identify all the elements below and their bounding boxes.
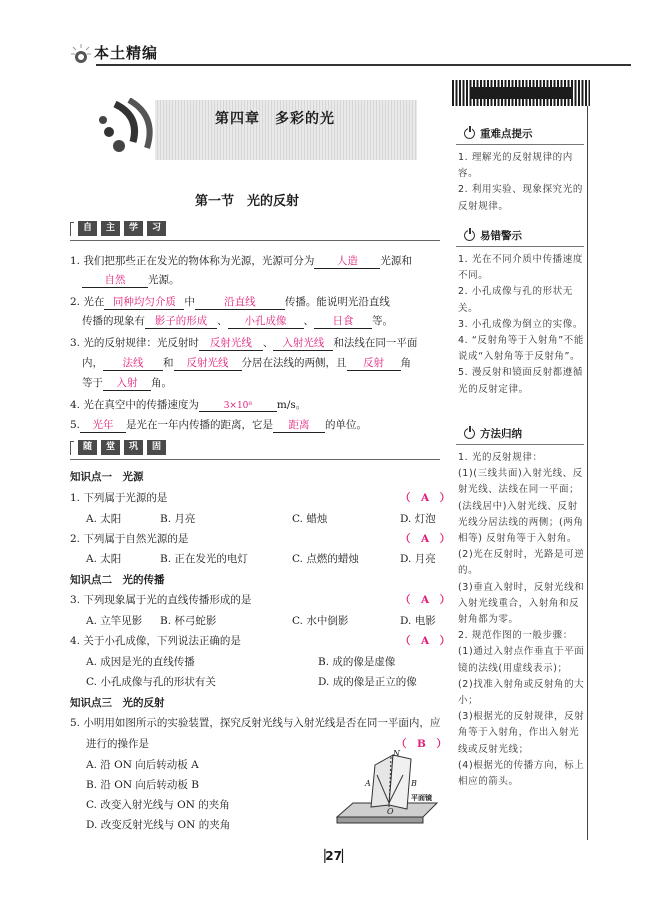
sidebar-header [452, 80, 590, 106]
methods-title: 方法归纳 [464, 426, 522, 441]
fill-q1-line1: 1. 我们把那些正在发光的物体称为光源，光源可分为 人造 光源和 [70, 255, 412, 267]
answer: 入射光线 [273, 335, 333, 351]
fill-q2-line1: 2. 光在 同种均匀介质 中 沿直线 传播。能说明光沿直线 [70, 296, 390, 308]
chapter-banner [95, 100, 417, 160]
answer: 影子的形成 [145, 313, 217, 329]
option: D. 成的像是正立的像 [318, 676, 417, 688]
option: B. 月亮 [160, 513, 196, 525]
knowledge-title: 知识点三 光的反射 [70, 697, 165, 709]
question-3-stem: 3. 下列现象属于光的直线传播形成的是 [70, 594, 252, 606]
question-5-answer: （ B ） [396, 738, 447, 750]
fill-q2-line2: 传播的现象有 影子的形成 、 小孔成像 、 日食 等。 [82, 315, 393, 327]
option: C. 改变入射光线与 ON 的夹角 [86, 799, 230, 811]
option: B. 沿 ON 向后转动板 B [86, 779, 199, 791]
bracket [70, 441, 74, 455]
knowledge-title: 知识点二 光的传播 [70, 574, 165, 586]
question-3-answer: （ A ） [400, 594, 451, 606]
answer: 距离 [273, 417, 325, 433]
answer: 法线 [103, 355, 163, 371]
figure-label-mirror: 平面镜 [411, 794, 432, 802]
power-icon [464, 230, 475, 241]
answer: 反射光线 [174, 355, 242, 371]
sidebar-header-label [470, 87, 572, 99]
question-5-stem: 5. 小明用如图所示的实验装置，探究反射光线与入射光线是否在同一平面内，应 [70, 717, 441, 729]
power-icon [464, 128, 475, 139]
chip: 固 [147, 440, 166, 455]
brand [70, 42, 158, 63]
option: D. 月亮 [400, 553, 436, 565]
fill-q3-line1: 3. 光的反射规律：光反射时 反射光线 、 入射光线 和法线在同一平面 [70, 337, 418, 349]
option: C. 小孔成像与孔的形状有关 [86, 676, 216, 688]
option: A. 立竿见影 [86, 615, 143, 627]
chip: 学 [124, 221, 143, 236]
option: A. 太阳 [86, 513, 122, 525]
answer: 光年 [80, 417, 126, 433]
key-points-title: 重难点提示 [464, 126, 533, 141]
warnings-title: 易错警示 [464, 228, 522, 243]
option: B. 正在发光的电灯 [160, 553, 248, 565]
answer: 入射 [103, 375, 151, 391]
chapter-title: 第四章 多彩的光 [215, 111, 335, 127]
divider [456, 144, 584, 145]
answer: 同种均匀介质 [104, 294, 184, 310]
chapter-decoration-icon [95, 98, 175, 162]
methods-text: 1. 光的反射规律： (1)(三线共面)入射光线、反射光线、法线在同一平面；(法线居中)入射光线、反射光线分居法线的两侧；(两角相等) 反射角等于入射角。 (2)光在反射时，光路是可逆的。 (3)垂直入射时，反射光线和入射光线重合，入射角和反射角都为零。 2. 规范作图的一般步骤： (1)通过入射点作垂直于平面镜的法线(用虚线表示)； (2)找准入射角或反射角的大小； (3)根据光的反射规律，反射角等于入射角，作出入射光线或反射光线； (4)根据光的传播方向，标上相应的箭头。 [458, 452, 585, 788]
option: C. 水中倒影 [292, 615, 349, 627]
answer: 沿直线 [195, 294, 285, 310]
question-2-answer: （ A ） [400, 533, 451, 545]
section-label-zizhu [70, 221, 166, 236]
chip: 主 [101, 221, 120, 236]
option: C. 点燃的蜡烛 [292, 553, 359, 565]
fill-q3-line2: 内， 法线 和 反射光线 分居在法线的两侧，且 反射 角 [82, 357, 411, 369]
chip: 自 [78, 221, 97, 236]
sidebar [452, 80, 590, 840]
option: D. 电影 [400, 615, 436, 627]
header-rule [96, 64, 631, 66]
figure-label-a: A [365, 779, 371, 788]
chip: 巩 [124, 440, 143, 455]
bracket [70, 222, 74, 236]
chip: 堂 [101, 440, 120, 455]
key-points-text: 1. 理解光的反射规律的内容。 2. 利用实验、现象探究光的反射规律。 [458, 152, 583, 212]
divider [456, 444, 584, 445]
answer: 日食 [314, 313, 372, 329]
figure-label-n: N [393, 749, 400, 758]
option: B. 杯弓蛇影 [160, 615, 217, 627]
brand-title: 本土精编 [94, 44, 159, 62]
answer: 自然 [82, 272, 148, 288]
section-label-suitang [70, 440, 166, 455]
experiment-figure [327, 745, 442, 830]
section-title: 第一节 光的反射 [195, 194, 300, 209]
option: C. 蜡烛 [292, 513, 328, 525]
divider [70, 240, 440, 241]
answer: 人造 [314, 253, 380, 269]
option: A. 成因是光的直线传播 [86, 656, 195, 668]
option: A. 太阳 [86, 553, 122, 565]
option: D. 改变反射光线与 ON 的夹角 [86, 819, 231, 831]
divider [70, 459, 440, 460]
option: D. 灯泡 [400, 513, 436, 525]
question-1-answer: （ A ） [400, 492, 451, 504]
figure-label-b: B [411, 779, 417, 788]
question-5-stem-cont: 进行的操作是 [86, 738, 149, 750]
sidebar-border [587, 106, 589, 840]
question-2-stem: 2. 下列属于自然光源的是 [70, 533, 189, 545]
answer: 反射光线 [199, 335, 263, 351]
question-4-stem: 4. 关于小孔成像，下列说法正确的是 [70, 635, 241, 647]
fill-q5-line: 5. 光年 是光在一年内传播的距离，它是 距离 的单位。 [70, 419, 368, 431]
page-number: ▕27▏ [316, 849, 352, 863]
question-4-answer: （ A ） [400, 635, 451, 647]
answer: 反射 [347, 355, 401, 371]
brand-logo-icon [70, 43, 90, 63]
warnings-text: 1. 光在不同介质中传播速度不同。 2. 小孔成像与孔的形状无关。 3. 小孔成像为倒立的实像。 4. “反射角等于入射角”不能说成“入射角等于反射角”。 5. 漫反射和镜面反射都遵循光的反射定律。 [458, 254, 584, 395]
divider [456, 246, 584, 247]
chip: 习 [147, 221, 166, 236]
chip: 随 [78, 440, 97, 455]
option: B. 成的像是虚像 [318, 656, 396, 668]
figure-label-o: O [387, 807, 394, 816]
answer: 3×10⁸ [199, 401, 277, 412]
option: A. 沿 ON 向后转动板 A [86, 759, 199, 771]
answer: 小孔成像 [228, 313, 304, 329]
fill-q4-line: 4. 光在真空中的传播速度为 3×10⁸ m/s。 [70, 399, 307, 411]
knowledge-title: 知识点一 光源 [70, 471, 144, 483]
question-1-stem: 1. 下列属于光源的是 [70, 492, 168, 504]
fill-q3-line3: 等于 入射 角。 [82, 377, 172, 389]
power-icon [464, 428, 475, 439]
fill-q1-line2: 自然 光源。 [82, 272, 180, 288]
